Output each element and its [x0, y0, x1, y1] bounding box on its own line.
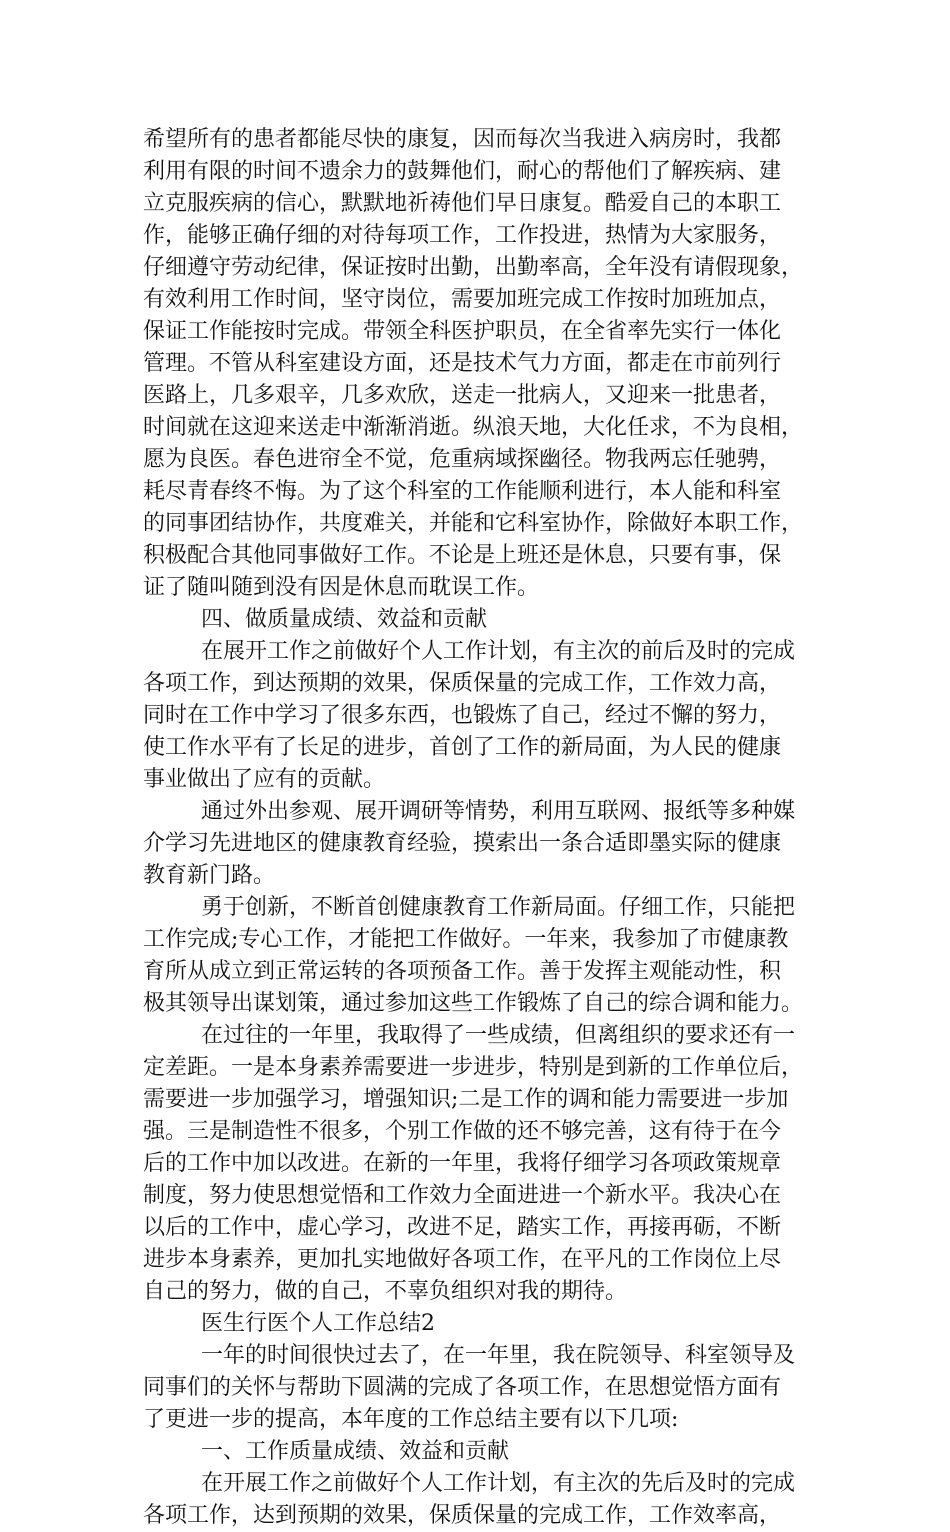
- text-line: 证了随叫随到没有因是休息而耽误工作。: [143, 575, 540, 600]
- text-line: 立克服疾病的信心，默默地祈祷他们早日康复。酷爱自己的本职工: [143, 191, 782, 216]
- text-line: 同事们的关怀与帮助下圆满的完成了各项工作，在思想觉悟方面有: [143, 1375, 782, 1400]
- text-line: 同时在工作中学习了很多东西，也锻炼了自己，经过不懈的努力，: [143, 703, 782, 728]
- text-line: 了更进一步的提高，本年度的工作总结主要有以下几项:: [143, 1407, 679, 1432]
- text-line: 仔细遵守劳动纪律，保证按时出勤，出勤率高，全年没有请假现象，: [143, 255, 804, 280]
- text-line: 使工作水平有了长足的进步，首创了工作的新局面，为人民的健康: [143, 735, 782, 760]
- text-line: 有效利用工作时间，坚守岗位，需要加班完成工作按时加班加点，: [143, 287, 782, 312]
- text-line: 极其领导出谋划策，通过参加这些工作锻炼了自己的综合调和能力。: [143, 991, 804, 1016]
- text-line: 后的工作中加以改进。在新的一年里，我将仔细学习各项政策规章: [143, 1151, 782, 1176]
- text-line: 定差距。一是本身素养需要进一步进步，特别是到新的工作单位后，: [143, 1055, 804, 1080]
- paragraph-first-line: 在开展工作之前做好个人工作计划，有主次的先后及时的完成: [201, 1471, 796, 1496]
- text-line: 利用有限的时间不遗余力的鼓舞他们，耐心的帮他们了解疾病、建: [143, 159, 782, 184]
- text-line: 耗尽青春终不悔。为了这个科室的工作能顺利进行，本人能和科室: [143, 479, 782, 504]
- text-line: 以后的工作中，虚心学习，改进不足，踏实工作，再接再砺，不断: [143, 1215, 782, 1240]
- text-line: 进步本身素养，更加扎实地做好各项工作，在平凡的工作岗位上尽: [143, 1247, 782, 1272]
- text-line: 愿为良医。春色进帘全不觉，危重病域探幽径。物我两忘任驰骋，: [143, 447, 782, 472]
- text-line: 需要进一步加强学习，增强知识;二是工作的调和能力需要进一步加: [143, 1087, 789, 1112]
- text-line: 保证工作能按时完成。带领全科医护职员，在全省率先实行一体化: [143, 319, 782, 344]
- paragraph-first-line: 通过外出参观、展开调研等情势，利用互联网、报纸等多种媒: [201, 799, 796, 824]
- text-line: 自己的努力，做的自己，不辜负组织对我的期待。: [143, 1279, 628, 1304]
- paragraph-first-line: 勇于创新，不断首创健康教育工作新局面。仔细工作，只能把: [201, 895, 796, 920]
- paragraph-first-line: 一年的时间很快过去了，在一年里，我在院领导、科室领导及: [201, 1343, 796, 1368]
- text-line: 强。三是制造性不很多，个别工作做的还不够完善，这有待于在今: [143, 1119, 782, 1144]
- text-line: 管理。不管从科室建设方面，还是技术气力方面，都走在市前列行: [143, 351, 782, 376]
- text-line: 作，能够正确仔细的对待每项工作，工作投进，热情为大家服务，: [143, 223, 782, 248]
- text-line: 希望所有的患者都能尽快的康复，因而每次当我进入病房时，我都: [143, 127, 782, 152]
- document-body: [143, 124, 823, 1532]
- paragraph-first-line: 一、工作质量成绩、效益和贡献: [201, 1439, 510, 1464]
- text-line: 事业做出了应有的贡献。: [143, 767, 386, 792]
- text-line: 介学习先进地区的健康教育经验，摸索出一条合适即墨实际的健康: [143, 831, 782, 856]
- paragraph-first-line: 四、做质量成绩、效益和贡献: [201, 607, 488, 632]
- text-line: 医路上，几多艰辛，几多欢欣，送走一批病人，又迎来一批患者，: [143, 383, 782, 408]
- paragraph-first-line: 医生行医个人工作总结2: [201, 1311, 435, 1336]
- text-line: 教育新门路。: [143, 863, 276, 888]
- text-line: 时间就在这迎来送走中渐渐消逝。纵浪天地，大化任求，不为良相，: [143, 415, 804, 440]
- text-line: 各项工作，到达预期的效果，保质保量的完成工作，工作效力高，: [143, 671, 782, 696]
- text-line: 的同事团结协作，共度难关，并能和它科室协作，除做好本职工作，: [143, 511, 804, 536]
- text-line: 工作完成;专心工作，才能把工作做好。一年来，我参加了市健康教: [143, 927, 789, 952]
- text-line: 制度，努力使思想觉悟和工作效力全面进进一个新水平。我决心在: [143, 1183, 782, 1208]
- paragraph-first-line: 在过往的一年里，我取得了一些成绩，但离组织的要求还有一: [201, 1023, 796, 1048]
- text-line: 各项工作，达到预期的效果，保质保量的完成工作，工作效率高，: [143, 1503, 782, 1528]
- paragraph-first-line: 在展开工作之前做好个人工作计划，有主次的前后及时的完成: [201, 639, 796, 664]
- text-line: 积极配合其他同事做好工作。不论是上班还是休息，只要有事，保: [143, 543, 782, 568]
- text-line: 育所从成立到正常运转的各项预备工作。善于发挥主观能动性，积: [143, 959, 782, 984]
